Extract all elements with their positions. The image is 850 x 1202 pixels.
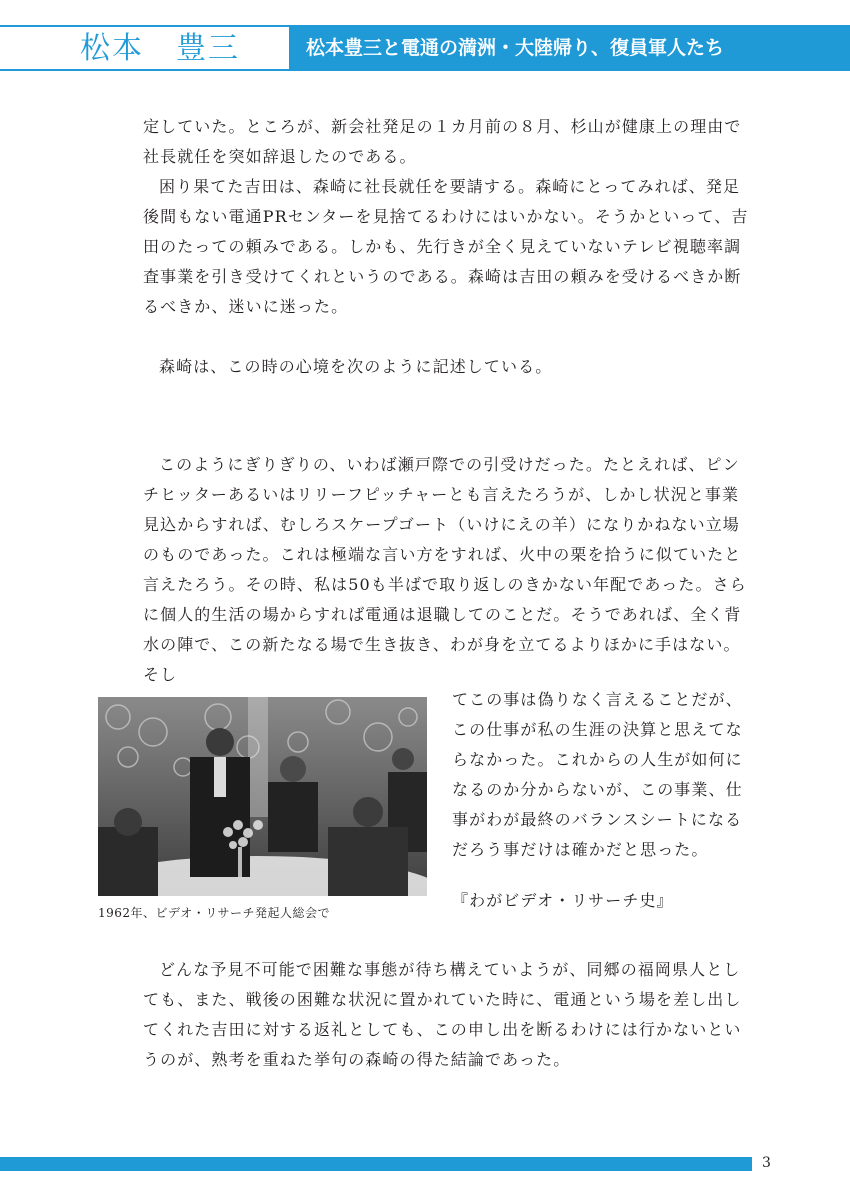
quote-source: 『わがビデオ・リサーチ史』 xyxy=(452,891,674,910)
author-name: 松本 豊三 xyxy=(80,31,240,66)
body-top xyxy=(143,112,755,382)
quote-beside-photo: てこの事は偽りなく言えることだが、この仕事が私の生涯の決算と思えてならなかった。これからの人生が如何になるのか分からないが、この事業、仕事がわが最終のバランスシートになるだろう事だけは確かだと思った。 xyxy=(452,690,743,859)
quote-paragraph: このようにぎりぎりの、いわば瀬戸際での引受けだった。たとえれば、ピンチヒッターあるいはリリーフピッチャーとも言えたろうが、しかし状況と事業見込からすれば、むしろスケープゴート（いけにえの羊）になりかねない立場のものであった。これは極端な言い方をすれば、火中の栗を拾うに似ていたと言えたろう。その時、私は50も半ばで取り返しのきかない年配であった。さらに個人的生活の場からすれば電通は退職してのことだ。そうであれば、全く背水の陣で、この新たなる場で生き抜き、わが身を立てるよりほかに手はない。そし xyxy=(143,455,747,684)
photo-image xyxy=(98,697,427,896)
quote-block xyxy=(143,450,755,690)
paragraph: 困り果てた吉田は、森崎に社長就任を要請する。森崎にとってみれば、発足後間もない電通PRセンターを見捨てるわけにはいかない。そうかといって、吉田のたっての頼みである。しかも、先行きが全く見えていないテレビ視聴率調査事業を引き受けてくれというのである。森崎は吉田の頼みを受けるべきか断るべきか、迷いに迷った。 xyxy=(143,177,749,316)
historic-photo xyxy=(98,697,427,896)
paragraph-intro-quote: 森崎は、この時の心境を次のように記述している。 xyxy=(159,357,553,376)
body-bottom xyxy=(143,955,755,1075)
chapter-title: 松本豊三と電通の満洲・大陸帰り、復員軍人たち xyxy=(289,25,850,71)
paragraph-continued: 定していた。ところが、新会社発足の１カ月前の８月、杉山が健康上の理由で社長就任を突如辞退したのである。 xyxy=(143,117,742,166)
header-rule-bottom xyxy=(0,69,300,71)
page-header xyxy=(0,25,850,71)
page-number: 3 xyxy=(762,1155,771,1171)
paragraph-conclusion: どんな予見不可能で困難な事態が待ち構えていようが、同郷の福岡県人としても、また、戦後の困難な状況に置かれていた時に、電通という場を差し出してくれた吉田に対する返礼としても、この申し出を断るわけには行かないというのが、熟考を重ねた挙句の森崎の得た結論であった。 xyxy=(143,960,742,1069)
footer-bar xyxy=(0,1157,752,1171)
photo-caption: 1962年、ビデオ・リサーチ発起人総会で xyxy=(98,906,331,920)
